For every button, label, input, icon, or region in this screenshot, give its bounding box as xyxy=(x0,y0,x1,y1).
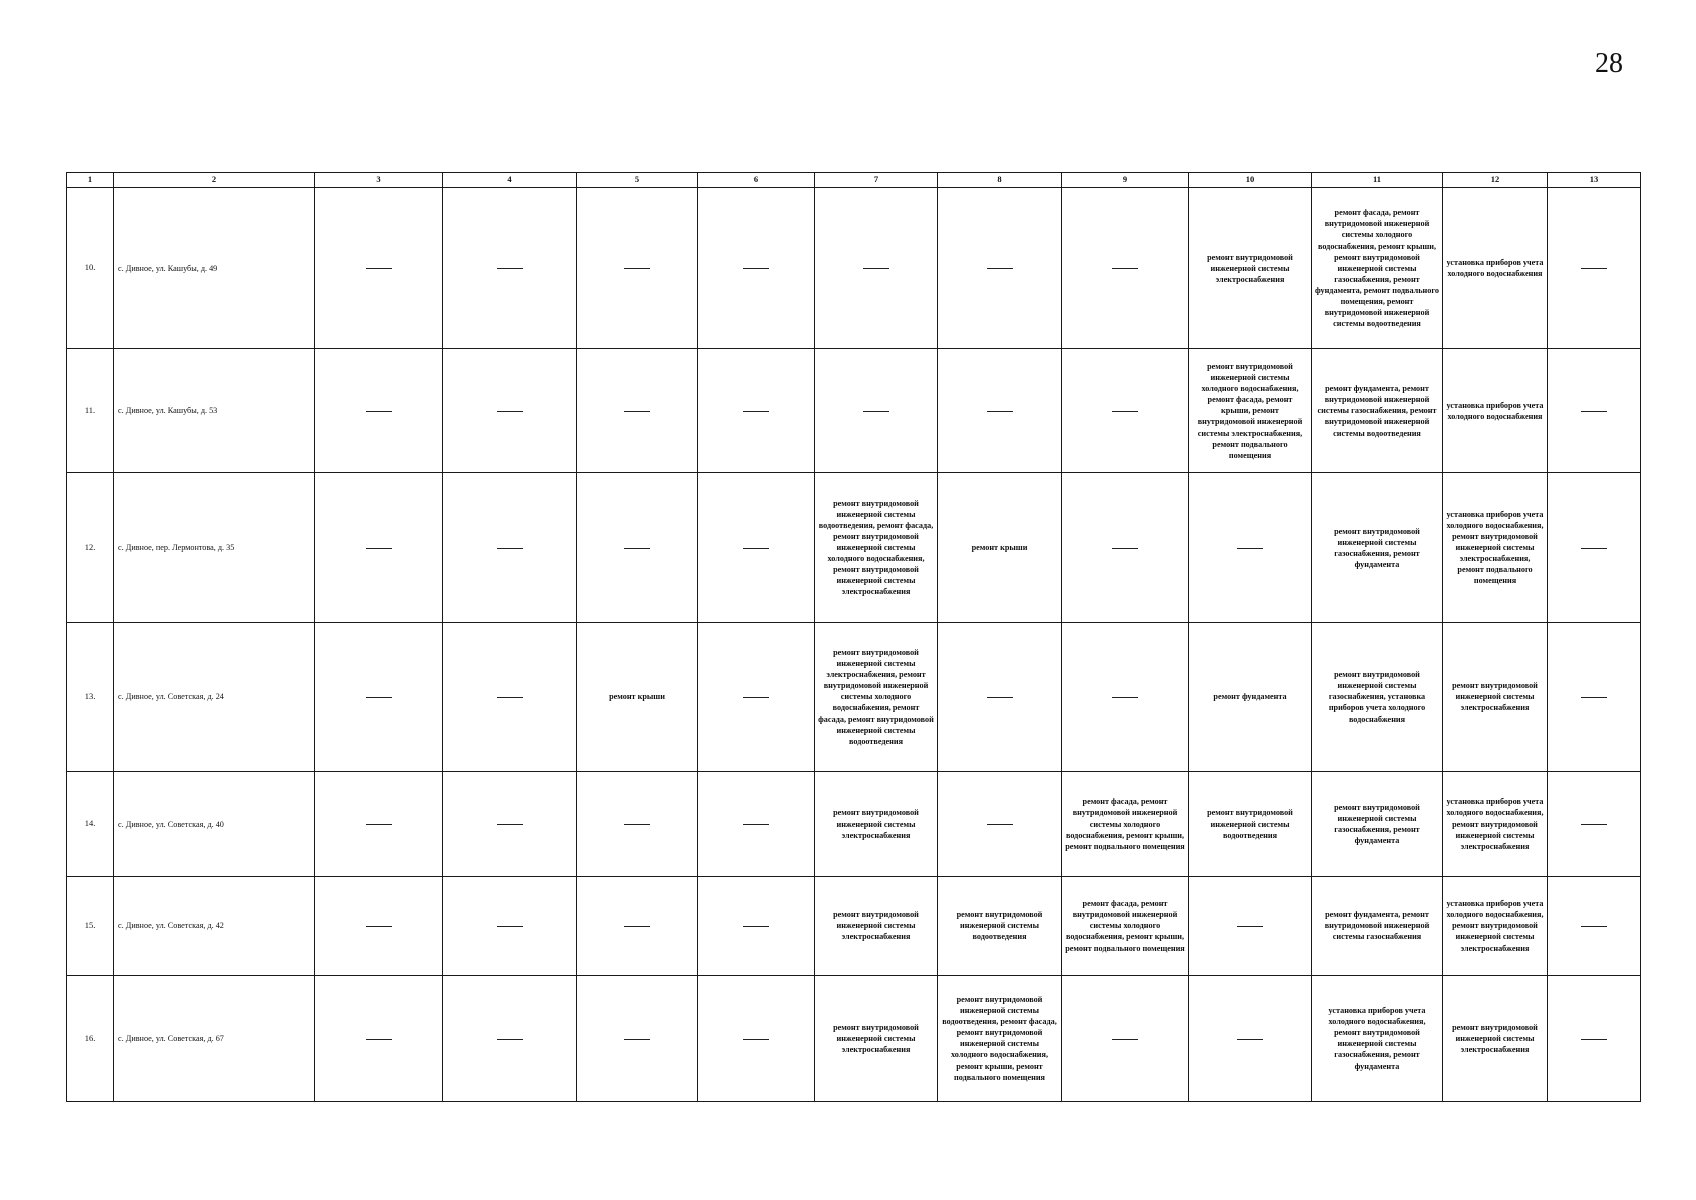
empty-cell xyxy=(698,473,815,622)
work-cell xyxy=(1443,975,1548,1101)
address-cell: с. Дивное, пер. Лермонтова, д. 35 xyxy=(114,473,315,622)
address-cell: с. Дивное, ул. Кашубы, д. 49 xyxy=(114,188,315,349)
work-cell xyxy=(1312,622,1443,771)
work-description: ремонт внутридомовой инженерной системы электроснабжения xyxy=(833,1022,919,1054)
table-row xyxy=(67,473,1641,622)
work-cell xyxy=(1062,876,1189,975)
table-row xyxy=(67,975,1641,1101)
empty-cell xyxy=(1548,975,1641,1101)
empty-cell xyxy=(1062,188,1189,349)
work-description: ремонт внутридомовой инженерной системы электроснабжения xyxy=(1207,252,1293,284)
work-description: ремонт внутридомовой инженерной системы водоотведения xyxy=(1207,808,1293,840)
column-number: 2 xyxy=(114,173,315,188)
work-cell xyxy=(938,975,1062,1101)
work-cell xyxy=(938,876,1062,975)
dash-mark xyxy=(743,697,769,698)
column-number: 10 xyxy=(1189,173,1312,188)
empty-cell xyxy=(1548,772,1641,877)
work-description: ремонт внутридомовой инженерной системы электроснабжения, ремонт внутридомовой инженерной системы холодного водоснабжения, ремонт фасада, ремонт внутридомовой инженерной системы водоотведения xyxy=(818,648,934,746)
empty-cell xyxy=(698,876,815,975)
row-number-cell: 12. xyxy=(67,473,114,622)
work-cell xyxy=(1312,772,1443,877)
work-description: ремонт внутридомовой инженерной системы холодного водоснабжения, ремонт фасада, ремонт крыши, ремонт внутридомовой инженерной системы электроснабжения, ремонт подвального помещения xyxy=(1197,362,1303,460)
dash-mark xyxy=(743,268,769,269)
work-description: установка приборов учета холодного водоснабжения xyxy=(1446,258,1544,279)
dash-mark xyxy=(366,548,392,549)
empty-cell xyxy=(938,349,1062,473)
address-cell: с. Дивное, ул. Советская, д. 67 xyxy=(114,975,315,1101)
column-number: 9 xyxy=(1062,173,1189,188)
work-cell xyxy=(1443,349,1548,473)
work-cell xyxy=(815,622,938,771)
dash-mark xyxy=(1581,824,1607,825)
work-cell xyxy=(1443,876,1548,975)
row-number-cell: 15. xyxy=(67,876,114,975)
work-description: ремонт внутридомовой инженерной системы электроснабжения xyxy=(1452,681,1538,713)
empty-cell xyxy=(698,772,815,877)
empty-cell xyxy=(577,772,698,877)
work-cell xyxy=(1189,188,1312,349)
work-cell xyxy=(1312,349,1443,473)
dash-mark xyxy=(497,268,523,269)
empty-cell xyxy=(938,188,1062,349)
work-description: ремонт внутридомовой инженерной системы электроснабжения xyxy=(833,808,919,840)
work-cell xyxy=(1312,975,1443,1101)
empty-cell xyxy=(443,349,577,473)
row-number-cell: 14. xyxy=(67,772,114,877)
empty-cell xyxy=(938,772,1062,877)
empty-cell xyxy=(577,188,698,349)
column-numbers-row xyxy=(67,173,1641,188)
empty-cell xyxy=(315,188,443,349)
column-number: 1 xyxy=(67,173,114,188)
dash-mark xyxy=(1581,926,1607,927)
table-row xyxy=(67,622,1641,771)
dash-mark xyxy=(1112,1039,1138,1040)
address-cell: с. Дивное, ул. Советская, д. 40 xyxy=(114,772,315,877)
dash-mark xyxy=(1581,268,1607,269)
dash-mark xyxy=(366,1039,392,1040)
dash-mark xyxy=(1112,697,1138,698)
empty-cell xyxy=(698,975,815,1101)
empty-cell xyxy=(1189,876,1312,975)
column-number: 13 xyxy=(1548,173,1641,188)
work-description: ремонт внутридомовой инженерной системы водоотведения xyxy=(956,910,1043,942)
empty-cell xyxy=(315,349,443,473)
empty-cell xyxy=(577,975,698,1101)
dash-mark xyxy=(624,1039,650,1040)
dash-mark xyxy=(743,411,769,412)
dash-mark xyxy=(497,697,523,698)
work-cell xyxy=(1312,473,1443,622)
dash-mark xyxy=(366,268,392,269)
column-number: 6 xyxy=(698,173,815,188)
dash-mark xyxy=(987,411,1013,412)
work-cell xyxy=(1443,622,1548,771)
empty-cell xyxy=(1548,876,1641,975)
dash-mark xyxy=(1581,697,1607,698)
column-number: 4 xyxy=(443,173,577,188)
work-cell xyxy=(1189,349,1312,473)
dash-mark xyxy=(1112,268,1138,269)
work-description: установка приборов учета холодного водоснабжения xyxy=(1446,400,1544,421)
dash-mark xyxy=(624,411,650,412)
row-number-cell: 11. xyxy=(67,349,114,473)
empty-cell xyxy=(698,188,815,349)
works-table xyxy=(66,172,1641,1102)
work-description: ремонт фундамента, ремонт внутридомовой инженерной системы газоснабжения xyxy=(1324,910,1430,942)
dash-mark xyxy=(1237,548,1263,549)
dash-mark xyxy=(624,926,650,927)
empty-cell xyxy=(315,622,443,771)
dash-mark xyxy=(743,824,769,825)
work-cell xyxy=(1312,876,1443,975)
dash-mark xyxy=(1581,548,1607,549)
dash-mark xyxy=(624,824,650,825)
dash-mark xyxy=(366,697,392,698)
empty-cell xyxy=(698,349,815,473)
dash-mark xyxy=(987,697,1013,698)
dash-mark xyxy=(1581,411,1607,412)
dash-mark xyxy=(497,1039,523,1040)
dash-mark xyxy=(743,548,769,549)
dash-mark xyxy=(366,824,392,825)
dash-mark xyxy=(1237,1039,1263,1040)
dash-mark xyxy=(987,824,1013,825)
table-row xyxy=(67,188,1641,349)
column-number: 11 xyxy=(1312,173,1443,188)
empty-cell xyxy=(1548,188,1641,349)
dash-mark xyxy=(863,411,889,412)
dash-mark xyxy=(1237,926,1263,927)
dash-mark xyxy=(743,1039,769,1040)
table-row xyxy=(67,772,1641,877)
row-number-cell: 16. xyxy=(67,975,114,1101)
dash-mark xyxy=(624,548,650,549)
work-cell xyxy=(1189,622,1312,771)
empty-cell xyxy=(577,473,698,622)
work-cell xyxy=(1443,473,1548,622)
dash-mark xyxy=(1581,1039,1607,1040)
empty-cell xyxy=(315,772,443,877)
table-row xyxy=(67,876,1641,975)
work-description: ремонт фундамента xyxy=(1213,692,1287,702)
work-description: ремонт фундамента, ремонт внутридомовой инженерной системы газоснабжения, ремонт внутридомовой инженерной системы водоотведения xyxy=(1317,384,1437,438)
dash-mark xyxy=(863,268,889,269)
work-cell xyxy=(577,622,698,771)
work-description: ремонт внутридомовой инженерной системы газоснабжения, ремонт фундамента xyxy=(1334,526,1420,569)
work-description: установка приборов учета холодного водоснабжения, ремонт внутридомовой инженерной системы газоснабжения, ремонт фундамента xyxy=(1328,1006,1426,1071)
work-description: установка приборов учета холодного водоснабжения, ремонт внутридомовой инженерной системы электроснабжения, ремонт подвального помещения xyxy=(1446,509,1544,586)
work-description: ремонт внутридомовой инженерной системы газоснабжения, установка приборов учета холодного водоснабжения xyxy=(1328,670,1426,724)
work-cell xyxy=(815,772,938,877)
empty-cell xyxy=(1548,349,1641,473)
work-description: ремонт внутридомовой инженерной системы водоотведения, ремонт фасада, ремонт внутридомовой инженерной системы холодного водоснабжения, ремонт внутридомовой инженерной системы электроснабжения xyxy=(818,498,934,597)
dash-mark xyxy=(497,824,523,825)
work-description: установка приборов учета холодного водоснабжения, ремонт внутридомовой инженерной системы электроснабжения xyxy=(1446,899,1544,953)
dash-mark xyxy=(987,268,1013,269)
work-description: ремонт внутридомовой инженерной системы электроснабжения xyxy=(833,910,919,942)
column-number: 7 xyxy=(815,173,938,188)
empty-cell xyxy=(577,876,698,975)
work-description: ремонт внутридомовой инженерной системы водоотведения, ремонт фасада, ремонт внутридомовой инженерной системы холодного водоснабжения, ремонт крыши, ремонт подвального помещения xyxy=(942,995,1057,1082)
empty-cell xyxy=(443,772,577,877)
empty-cell xyxy=(1062,349,1189,473)
dash-mark xyxy=(1112,548,1138,549)
row-number-cell: 10. xyxy=(67,188,114,349)
empty-cell xyxy=(1548,622,1641,771)
empty-cell xyxy=(1062,473,1189,622)
work-cell xyxy=(815,876,938,975)
empty-cell xyxy=(815,349,938,473)
empty-cell xyxy=(315,473,443,622)
work-description: ремонт фасада, ремонт внутридомовой инженерной системы холодного водоснабжения, ремонт крыши, ремонт подвального помещения xyxy=(1065,797,1185,851)
dash-mark xyxy=(366,926,392,927)
work-cell xyxy=(938,473,1062,622)
address-cell: с. Дивное, ул. Кашубы, д. 53 xyxy=(114,349,315,473)
address-cell: с. Дивное, ул. Советская, д. 42 xyxy=(114,876,315,975)
work-description: ремонт внутридомовой инженерной системы электроснабжения xyxy=(1452,1022,1538,1054)
empty-cell xyxy=(443,188,577,349)
empty-cell xyxy=(938,622,1062,771)
address-cell: с. Дивное, ул. Советская, д. 24 xyxy=(114,622,315,771)
empty-cell xyxy=(315,876,443,975)
empty-cell xyxy=(443,622,577,771)
work-description: ремонт крыши xyxy=(971,543,1028,553)
dash-mark xyxy=(497,548,523,549)
empty-cell xyxy=(1189,473,1312,622)
work-cell xyxy=(815,975,938,1101)
column-number: 5 xyxy=(577,173,698,188)
empty-cell xyxy=(443,473,577,622)
work-cell xyxy=(1312,188,1443,349)
empty-cell xyxy=(443,975,577,1101)
table-row xyxy=(67,349,1641,473)
dash-mark xyxy=(366,411,392,412)
work-description: ремонт фасада, ремонт внутридомовой инженерной системы холодного водоснабжения, ремонт крыши, ремонт внутридомовой инженерной системы газоснабжения, ремонт фундамента, ремонт подвального помещения, ремонт внутридомовой инженерной системы водоотведения xyxy=(1315,208,1439,328)
column-number: 3 xyxy=(315,173,443,188)
dash-mark xyxy=(743,926,769,927)
work-cell xyxy=(1443,772,1548,877)
empty-cell xyxy=(815,188,938,349)
dash-mark xyxy=(497,926,523,927)
empty-cell xyxy=(1062,622,1189,771)
empty-cell xyxy=(1062,975,1189,1101)
empty-cell xyxy=(1548,473,1641,622)
row-number-cell: 13. xyxy=(67,622,114,771)
table-body xyxy=(67,188,1641,1102)
empty-cell xyxy=(698,622,815,771)
dash-mark xyxy=(497,411,523,412)
work-description: ремонт фасада, ремонт внутридомовой инженерной системы холодного водоснабжения, ремонт крыши, ремонт подвального помещения xyxy=(1065,899,1185,953)
empty-cell xyxy=(443,876,577,975)
dash-mark xyxy=(624,268,650,269)
page-number: 28 xyxy=(1595,48,1623,79)
dash-mark xyxy=(1112,411,1138,412)
work-description: ремонт внутридомовой инженерной системы газоснабжения, ремонт фундамента xyxy=(1334,802,1420,846)
column-number: 8 xyxy=(938,173,1062,188)
work-description: установка приборов учета холодного водоснабжения, ремонт внутридомовой инженерной системы электроснабжения xyxy=(1446,797,1544,851)
work-cell xyxy=(1062,772,1189,877)
work-description: ремонт крыши xyxy=(609,692,665,702)
column-number: 12 xyxy=(1443,173,1548,188)
work-cell xyxy=(1443,188,1548,349)
empty-cell xyxy=(1189,975,1312,1101)
empty-cell xyxy=(577,349,698,473)
empty-cell xyxy=(315,975,443,1101)
work-cell xyxy=(815,473,938,622)
work-cell xyxy=(1189,772,1312,877)
